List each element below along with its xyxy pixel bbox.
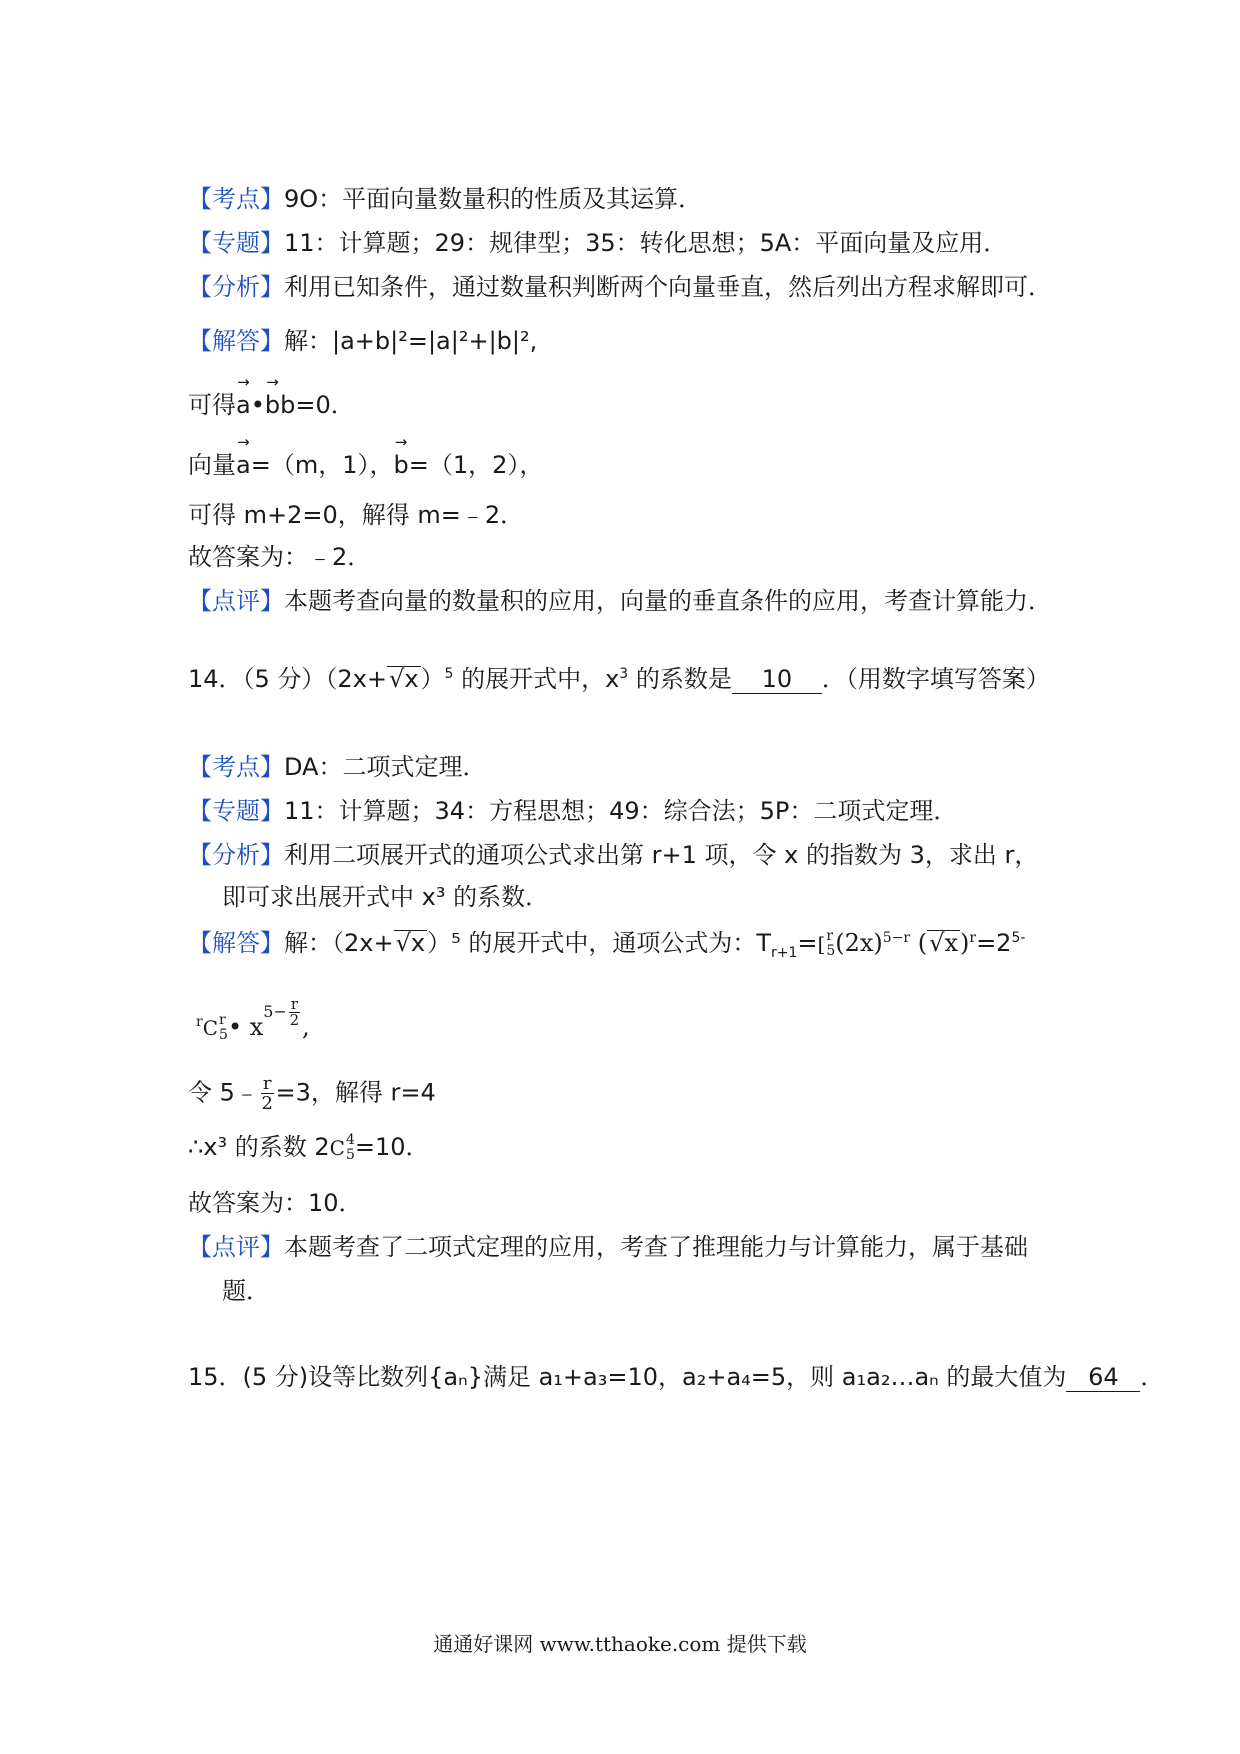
p13-eq2-tail: b=0． xyxy=(280,391,355,419)
sqrt-x: √x xyxy=(395,929,426,957)
exp-five: 5− xyxy=(263,1002,287,1021)
p14-sqrt-open: ( xyxy=(917,929,928,957)
tag-dianping: 【点评】 xyxy=(188,1233,284,1261)
p13-vectors xyxy=(188,450,543,480)
comb-lower: 5 xyxy=(826,943,836,959)
p14-dot-x: • x xyxy=(227,1013,264,1041)
p14-jieda xyxy=(188,928,1025,959)
frac-num: r xyxy=(262,1073,272,1094)
fraction-r-over-2 xyxy=(261,1074,274,1113)
p13-eq1: |a+b|²=|a|²+|b|², xyxy=(332,327,538,355)
q15-text: 15．(5 分)设等比数列{aₙ}满足 a₁+a₃=10，a₂+a₄=5，则 a₁a₂…aₙ 的最大值为 xyxy=(188,1363,1067,1391)
exp-frac-num: r xyxy=(290,995,299,1013)
q14-middle: 的展开式中，x xyxy=(461,665,620,693)
p14-therefore-tail: =10． xyxy=(354,1133,430,1161)
exp-frac-den: 2 xyxy=(289,1011,300,1029)
p14-jieda-mid: ）⁵ 的展开式中，通项公式为：T xyxy=(427,929,772,957)
frac-den: 2 xyxy=(261,1093,273,1114)
p13-eq2: 可得→ a•→ bb=0． xyxy=(188,390,355,420)
p14-kaodian xyxy=(188,752,486,782)
tag-fenxi: 【分析】 xyxy=(188,841,284,869)
q14-answer-blank: 10 xyxy=(732,665,822,694)
p13-jieda-prefix: 解： xyxy=(284,327,332,355)
q14-tail2: ．（用数字填写答案） xyxy=(821,665,1050,693)
q14-question xyxy=(188,664,1050,694)
p14-answer: 故答案为：10． xyxy=(188,1189,363,1217)
q14-cube: 3 xyxy=(619,666,629,682)
p14-dianping-cont: 题． xyxy=(222,1277,270,1305)
p13-jieda xyxy=(188,326,537,356)
p14-jieda-prefix: 解：（2x+ xyxy=(284,929,394,957)
p13-kede: 可得 xyxy=(188,391,236,419)
p14-jieda-line2 xyxy=(196,995,310,1046)
p14-dianping xyxy=(188,1232,1028,1262)
q14-paren: ） xyxy=(420,665,445,693)
p14-eq-sign: = xyxy=(797,929,818,957)
p13-fenxi xyxy=(188,272,1052,302)
p14-ling-tail: =3，解得 r=4 xyxy=(275,1078,436,1107)
tag-kaodian: 【考点】 xyxy=(188,753,284,781)
p14-line2-r: r xyxy=(196,1014,203,1030)
tag-kaodian: 【考点】 xyxy=(188,185,284,213)
comb-letter: C xyxy=(202,1016,219,1040)
tag-zhuanti: 【专题】 xyxy=(188,797,284,825)
combination-c xyxy=(330,1133,355,1163)
vector-a: → a xyxy=(236,390,251,420)
p13-solve: 可得 m+2=0，解得 m=﹣2． xyxy=(188,501,525,529)
tag-jieda: 【解答】 xyxy=(188,327,284,355)
tag-jieda: 【解答】 xyxy=(188,929,284,957)
q15-answer-blank: 64 xyxy=(1066,1363,1140,1392)
q14-exp: 5 xyxy=(444,666,454,682)
comb-lower: 5 xyxy=(219,1027,228,1043)
tag-zhuanti: 【专题】 xyxy=(188,229,284,257)
vector-a: → a xyxy=(236,450,251,480)
p14-comma: , xyxy=(302,1013,310,1041)
p13-zhuanti-text: 11：计算题；29：规律型；35：转化思想；5A：平面向量及应用． xyxy=(284,229,1008,257)
vector-b: → b xyxy=(393,450,408,480)
comb-letter: C xyxy=(329,1136,345,1160)
p14-kaodian-text: DA：二项式定理． xyxy=(284,753,487,781)
combination-c xyxy=(818,929,836,959)
p14-therefore xyxy=(188,1132,430,1163)
q15-question xyxy=(188,1362,1164,1392)
p14-sub-r1: r+1 xyxy=(771,944,798,961)
p14-fenxi xyxy=(188,840,1038,870)
p14-therefore-text: ∴x³ 的系数 2 xyxy=(188,1133,330,1161)
p14-zhuanti-text: 11：计算题；34：方程思想；49：综合法；5P：二项式定理． xyxy=(284,797,958,825)
p14-dianping-text1: 本题考查了二项式定理的应用，考查了推理能力与计算能力，属于基础 xyxy=(284,1233,1028,1261)
p14-eq2: =2 xyxy=(976,929,1012,957)
p14-fenxi-cont: 即可求出展开式中 x³ 的系数． xyxy=(222,883,550,911)
q14-tail1: 的系数是 xyxy=(635,665,732,693)
p14-2x: (2x) xyxy=(835,929,883,957)
p14-ling5: 令 5﹣ xyxy=(188,1078,259,1107)
p13-dianping xyxy=(188,586,1052,616)
p13-a-value: =（m，1）， xyxy=(250,451,394,479)
sqrt-x: √x xyxy=(389,665,419,693)
q14-number: 14．（5 分）（2x+ xyxy=(188,665,388,693)
p14-sqrt-close: ) xyxy=(959,929,970,957)
vector-b: → b xyxy=(265,390,280,420)
p14-exp-5dash: 5- xyxy=(1011,930,1026,946)
p14-ling xyxy=(188,1074,436,1113)
p13-zhuanti xyxy=(188,228,1007,258)
p13-dianping-text: 本题考查向量的数量积的应用，向量的垂直条件的应用，考查计算能力． xyxy=(284,587,1052,615)
p13-fenxi-text: 利用已知条件，通过数量积判断两个向量垂直，然后列出方程求解即可． xyxy=(284,273,1052,301)
p13-b-value: =（1，2）， xyxy=(408,451,544,479)
comb-upper: r xyxy=(219,1012,226,1028)
p13-xiangliang: 向量 xyxy=(188,451,236,479)
q15-period: ． xyxy=(1140,1363,1165,1391)
page-footer: 通通好课网 www.tthaoke.com 提供下载 xyxy=(433,1632,807,1656)
sqrt-x: √x xyxy=(929,929,958,957)
p14-exp-5r: 5−r xyxy=(882,930,911,946)
p14-fenxi-text1: 利用二项展开式的通项公式求出第 r+1 项，令 x 的指数为 3，求出 r， xyxy=(284,841,1039,869)
comb-lower: 5 xyxy=(345,1147,355,1163)
p14-exp-r: r xyxy=(969,930,977,946)
comb-upper: r xyxy=(826,928,834,944)
tag-fenxi: 【分析】 xyxy=(188,273,284,301)
p13-kaodian-text: 9O：平面向量数量积的性质及其运算． xyxy=(284,185,703,213)
p13-kaodian xyxy=(188,184,702,214)
p14-exponent-frac xyxy=(263,997,302,1028)
p14-zhuanti xyxy=(188,796,957,826)
comb-upper: 4 xyxy=(345,1132,355,1148)
tag-dianping: 【点评】 xyxy=(188,587,284,615)
combination-c xyxy=(203,1013,228,1043)
p13-answer: 故答案为：﹣2． xyxy=(188,543,372,571)
comb-bracket: [ xyxy=(817,932,826,956)
